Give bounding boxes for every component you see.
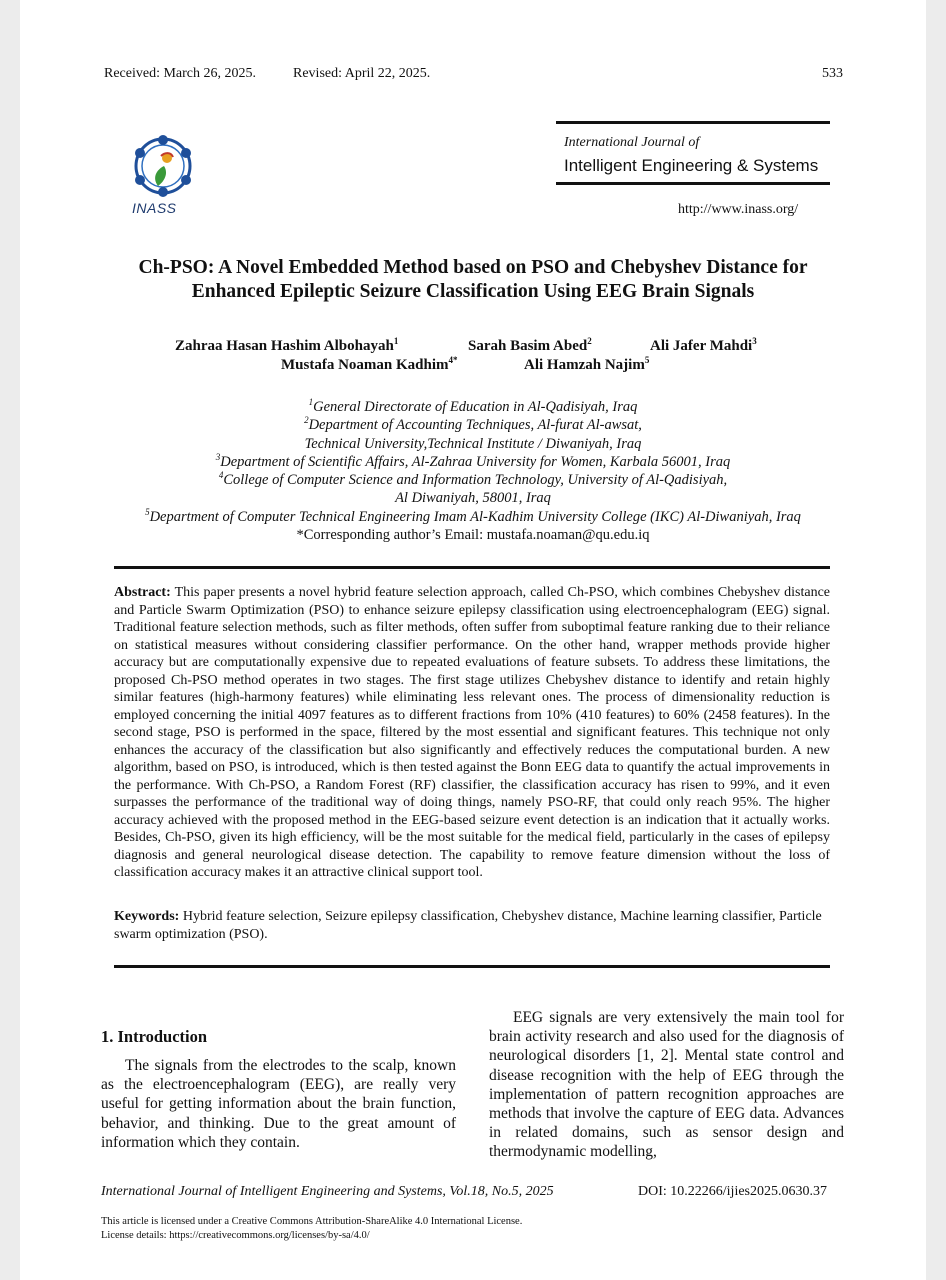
- author-5: Ali Hamzah Najim$^5$: [524, 355, 650, 373]
- revised-date: Revised: April 22, 2025.: [293, 66, 431, 81]
- abstract-label: Abstract:: [114, 585, 171, 600]
- affiliation-3: $^3$Department of Scientific Affairs, Al-Zahraa University for Women, Karbala 56001, Iraq: [215, 452, 731, 470]
- section-heading-introduction: 1. Introduction: [101, 1027, 208, 1046]
- author-1: Zahraa Hasan Hashim Albohayah$^1$: [175, 336, 399, 354]
- title-line-1: Ch-PSO: A Novel Embedded Method based on PSO and Chebyshev Distance for: [138, 257, 808, 278]
- abstract-top-rule: [114, 566, 830, 569]
- affiliation-4: $^4$College of Computer Science and Information Technology, University of Al-Qadisiyah,: [218, 470, 728, 489]
- inass-logo-text: INASS: [132, 200, 177, 216]
- abstract-bottom-rule: [114, 965, 830, 968]
- author-4: Mustafa Noaman Kadhim$^{4*}$: [281, 355, 458, 373]
- license-line-1: This article is licensed under a Creative Commons Attribution-ShareAlike 4.0 International License.: [101, 1216, 523, 1227]
- journal-prefix: International Journal of: [564, 135, 700, 150]
- affiliation-1: $^1$General Directorate of Education in Al-Qadisiyah, Iraq: [308, 397, 638, 415]
- author-3: Ali Jafer Mahdi$^3$: [650, 336, 757, 354]
- abstract-text: This paper presents a novel hybrid feature selection approach, called Ch-PSO, which combines Chebyshev distance and Particle Swarm Optimization (PSO) to enhance seizure epilepsy classification using electroencephalogram (EEG) signal. Traditional feature selection methods, such as filter methods, often suffer from suboptimal feature ranking due to their reliance on statistical measures without considering classifier performance. On the other hand, wrapper methods provide higher accuracy but are computationally expensive due to repeated evaluations of feature subsets. To address these limitations, the proposed Ch-PSO method operates in two stages. The first stage utilizes Chebyshev distance to identify and retain highly similar features (high-harmony features) while eliminating less relevant ones. The process of dimensionality reduction is employed concerning the initial 4097 features as to different fractions from 10% (410 features) to 60% (2458 features). In the second stage, PSO is performed in the space, filtered by the most essential and significant features. This technique not only enhances the accuracy of the classification but also significantly and effectively reduces the computational burden. A new algorithm, based on PSO, is introduced, which is then tested against the Bonn EEG data to quantify the actual improvements in the performance. With Ch-PSO, a Random Forest (RF) classifier, the classification accuracy has risen to 99%, and it even surpasses the performance of the traditional way of doing things, namely PSO-RF, that could only reach 95%. The higher accuracy achieved with the proposed method in the EEG-based seizure event detection is an indication that it actually works. Besides, Ch-PSO, given its high efficiency, will be the most suitable for the medical field, particularly in the cases of epilepsy diagnosis and general neurological disease detection. The capability to remove feature dimension without the loss of classification accuracy makes it an attractive clinical support tool.: [114, 585, 831, 880]
- footer-journal-ref: International Journal of Intelligent Engineering and Systems, Vol.18, No.5, 2025: [101, 1184, 554, 1199]
- footer-doi[interactable]: DOI: 10.22266/ijies2025.0630.37: [638, 1184, 827, 1199]
- inass-logo-icon: [128, 134, 198, 198]
- journal-bottom-rule: [556, 182, 830, 185]
- corresponding-author: *Corresponding author’s Email: mustafa.noaman@qu.edu.iq: [296, 527, 650, 544]
- received-date: Received: March 26, 2025.: [104, 66, 257, 81]
- affiliation-5: $^5$Department of Computer Technical Engineering Imam Al-Kadhim University College (IKC) Al-Diwaniyah, Iraq: [145, 506, 801, 525]
- affiliation-2: $^2$Department of Accounting Techniques, Al-furat Al-awsat,: [304, 415, 642, 434]
- affiliation-4-cont: Al Diwaniyah, 58001, Iraq: [395, 490, 551, 507]
- paper-title: [0, 256, 946, 304]
- page-number: 533: [822, 66, 843, 81]
- author-2: Sarah Basim Abed$^2$: [468, 336, 592, 354]
- affiliations: [0, 398, 946, 544]
- keywords-text: Hybrid feature selection, Seizure epilepsy classification, Chebyshev distance, Machine learning classifier, Particle swarm optimization (PSO).: [114, 909, 822, 942]
- title-line-2: Enhanced Epileptic Seizure Classification Using EEG Brain Signals: [191, 281, 755, 302]
- journal-name: Intelligent Engineering & Systems: [564, 156, 819, 175]
- abstract: [114, 584, 830, 882]
- keywords-label: Keywords:: [114, 909, 180, 924]
- affiliation-2-cont: Technical University,Technical Institute / Diwaniyah, Iraq: [304, 435, 642, 452]
- keywords: [114, 908, 830, 943]
- intro-left-column: The signals from the electrodes to the scalp, known as the electroencephalogram (EEG), are really very useful for getting information about the brain function, behavior, and thinking. Due to the great amount of information which they contain.: [101, 1057, 456, 1151]
- intro-right-column: EEG signals are very extensively the main tool for brain activity research and also used for the diagnosis of neurological disorders [1, 2]. Mental state control and disease recognition with the help of EEG through the implementation of pattern recognition approaches are methods that involve the capture of EEG data. Advances in related domains, such as sensor design and thermodynamic modelling,: [489, 1009, 844, 1161]
- journal-top-rule: [556, 121, 830, 124]
- license-line-2[interactable]: License details: https://creativecommons.org/licenses/by-sa/4.0/: [101, 1230, 370, 1241]
- journal-url-link[interactable]: http://www.inass.org/: [678, 202, 799, 217]
